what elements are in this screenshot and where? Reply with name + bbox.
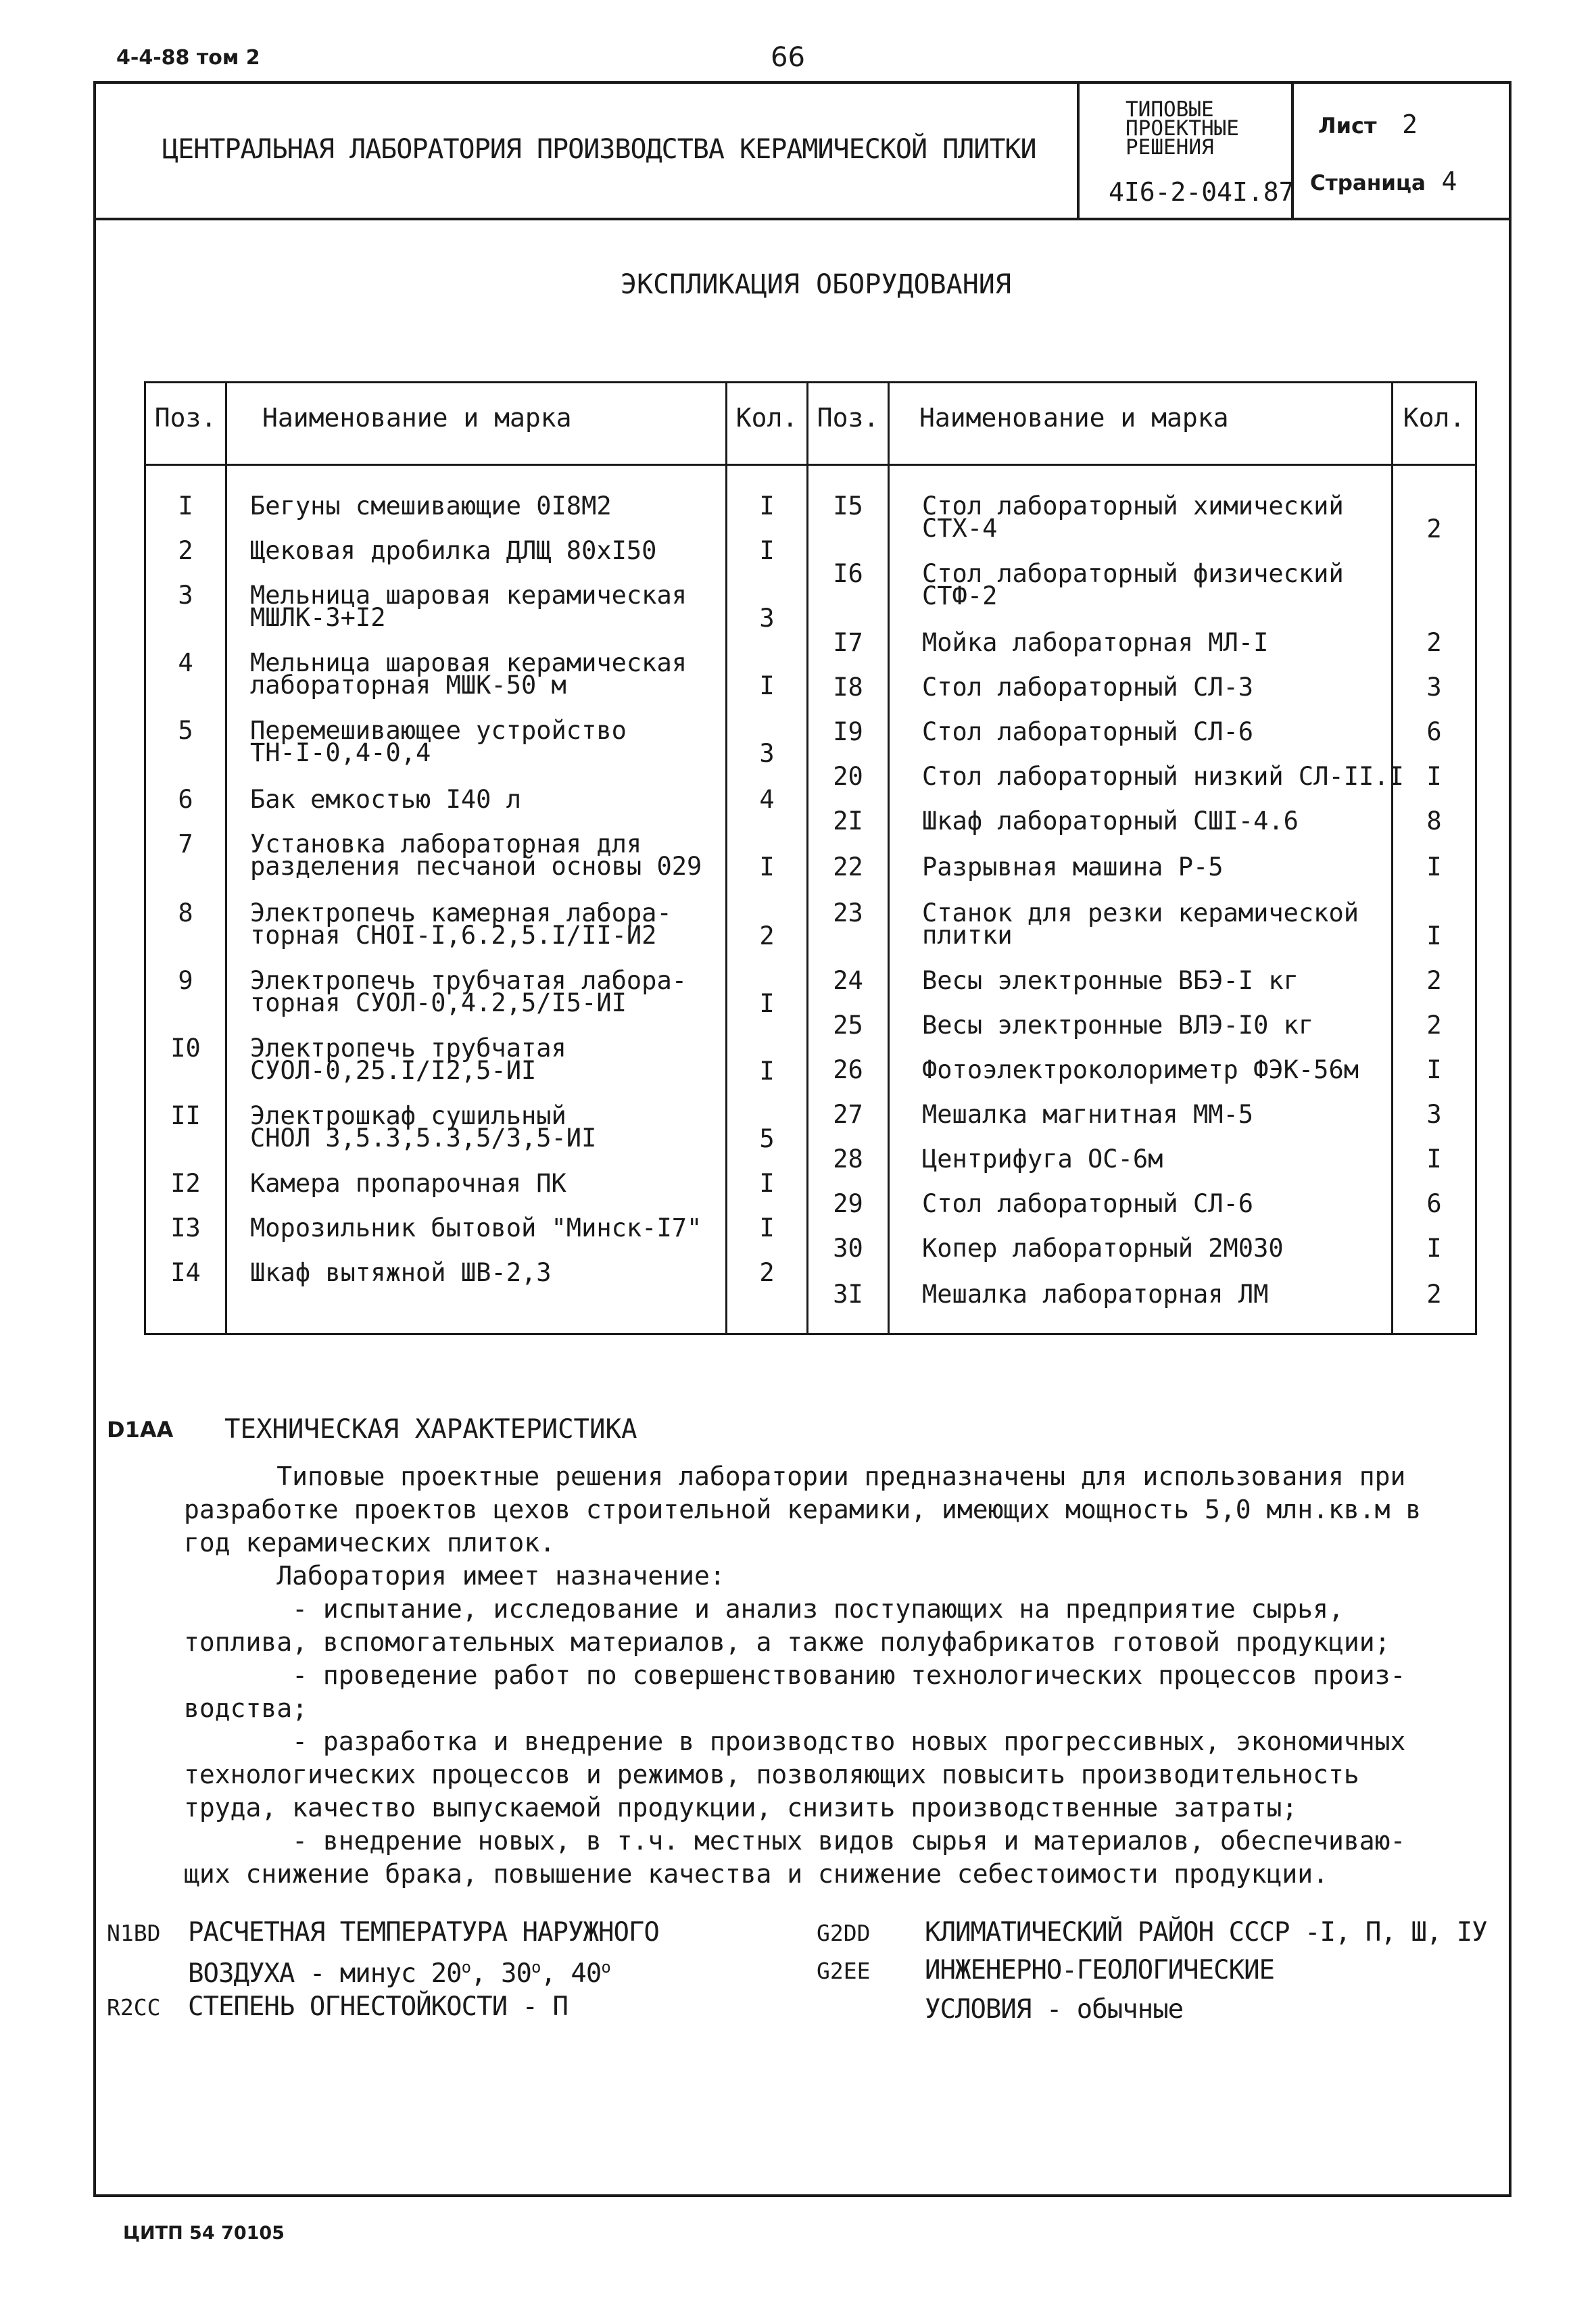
table-row-pos: 3 xyxy=(178,581,193,610)
table-row-pos: 2I xyxy=(833,806,863,836)
table-row-name: Фотоэлектроколориметр ФЭК-56м xyxy=(922,1055,1359,1084)
header-name-left: Наименование и марка xyxy=(262,403,572,433)
table-row-qty: 5 xyxy=(759,1124,775,1153)
series-label: 4-4-88 том 2 xyxy=(116,46,260,70)
table-row-qty: I xyxy=(759,491,775,521)
header-pos-right: Поз. xyxy=(817,403,879,433)
table-row-pos: 2 xyxy=(178,536,193,565)
table-row-qty: 2 xyxy=(1426,628,1442,657)
tech-line: щих снижение брака, повышение качества и снижение себестоимости продукции. xyxy=(184,1859,1328,1889)
explication-title: ЭКСПЛИКАЦИЯ ОБОРУДОВАНИЯ xyxy=(621,269,1011,300)
table-row-qty: 2 xyxy=(759,921,775,950)
table-row-pos: I3 xyxy=(170,1213,201,1243)
table-row-qty: I xyxy=(759,1169,775,1198)
table-row-pos: 5 xyxy=(178,716,193,745)
tech-line: технологических процессов и режимов, позволяющих повысить производительность xyxy=(184,1760,1359,1789)
table-row-name: Копер лабораторный 2М030 xyxy=(922,1234,1284,1263)
tech-line: - испытание, исследование и анализ поступающих на предприятие сырья, xyxy=(184,1594,1344,1624)
sheet-field: Лист 2 xyxy=(1318,110,1418,139)
table-row-qty: I xyxy=(1426,1144,1442,1174)
table-row-qty: I xyxy=(759,989,775,1018)
table-row-name: Центрифуга ОС-6м xyxy=(922,1144,1163,1174)
tech-line: год керамических плиток. xyxy=(184,1528,556,1558)
table-row-qty: 2 xyxy=(1426,1011,1442,1040)
table-row-name: Шкаф лабораторный СШI-4.6 xyxy=(922,806,1299,836)
table-row-name: Разрывная машина Р-5 xyxy=(922,852,1224,882)
typical-solutions-label: ТИПОВЫЕ ПРОЕКТНЫЕ РЕШЕНИЯ xyxy=(1126,97,1239,160)
table-row-pos: 28 xyxy=(833,1144,863,1174)
table-row-qty: 2 xyxy=(759,1258,775,1287)
r2cc-code: R2CC xyxy=(107,1994,161,2021)
header-name-right: Наименование и марка xyxy=(919,403,1229,433)
table-row-qty: I xyxy=(759,671,775,700)
tech-line: Лаборатория имеет назначение: xyxy=(184,1561,725,1591)
table-row-qty: 3 xyxy=(759,604,775,633)
table-row-name: Камера пропарочная ПК xyxy=(250,1169,566,1198)
table-row-name: Бак емкостью I40 л xyxy=(250,785,521,814)
header-pos-left: Поз. xyxy=(154,403,217,433)
table-row-qty: I xyxy=(759,1213,775,1243)
climate-region: КЛИМАТИЧЕСКИЙ РАЙОН СССР -I, П, Ш, IУ xyxy=(925,1917,1487,1948)
table-row-name: Стол лабораторный химический СТХ-4 xyxy=(922,491,1344,543)
tech-line: Типовые проектные решения лаборатории предназначены для использования при xyxy=(184,1462,1406,1491)
table-row-name: Щековая дробилка ДЛЩ 80хI50 xyxy=(250,536,657,565)
header-qty-right: Кол. xyxy=(1403,403,1466,433)
table-row-name: Стол лабораторный низкий СЛ-II.I xyxy=(922,762,1404,791)
tech-line: разработке проектов цехов строительной керамики, имеющих мощность 5,0 млн.кв.м в xyxy=(184,1495,1422,1524)
table-row-name: Стол лабораторный СЛ-6 xyxy=(922,717,1254,746)
table-row-qty: 2 xyxy=(1426,514,1442,544)
table-row-name: Мельница шаровая керамическая МШЛК-3+I2 xyxy=(250,581,687,632)
table-row-qty: I xyxy=(759,852,775,882)
geology-value: УСЛОВИЯ - обычные xyxy=(925,1994,1184,2025)
table-row-pos: 4 xyxy=(178,648,193,677)
table-row-name: Стол лабораторный СЛ-6 xyxy=(922,1189,1254,1218)
tech-line: топлива, вспомогательных материалов, а также полуфабрикатов готовой продукции; xyxy=(184,1627,1391,1657)
table-row-name: Стол лабораторный физический СТФ-2 xyxy=(922,559,1344,610)
table-row-pos: 20 xyxy=(833,762,863,791)
table-row-name: Электропечь трубчатая СУОЛ-0,25.I/I2,5-ИI xyxy=(250,1034,566,1085)
table-row-qty: I xyxy=(1426,762,1442,791)
table-row-pos: 3I xyxy=(833,1280,863,1309)
table-row-name: Весы электронные ВБЭ-I кг xyxy=(922,966,1299,995)
fire-resistance: СТЕПЕНЬ ОГНЕСТОЙКОСТИ - П xyxy=(188,1992,568,2022)
document-title: ЦЕНТРАЛЬНАЯ ЛАБОРАТОРИЯ ПРОИЗВОДСТВА КЕРАМИЧЕСКОЙ ПЛИТКИ xyxy=(162,134,1036,165)
table-row-pos: 9 xyxy=(178,966,193,995)
table-row-qty: 8 xyxy=(1426,806,1442,836)
table-row-name: Установка лабораторная для разделения песчаной основы 029 xyxy=(250,829,702,881)
table-row-qty: 3 xyxy=(759,739,775,768)
table-row-qty: I xyxy=(759,536,775,565)
table-row-pos: 26 xyxy=(833,1055,863,1084)
table-row-pos: I4 xyxy=(170,1258,201,1287)
table-row-name: Шкаф вытяжной ШВ-2,3 xyxy=(250,1258,552,1287)
table-row-qty: I xyxy=(759,1057,775,1086)
tech-line: труда, качество выпускаемой продукции, снизить производственные затраты; xyxy=(184,1793,1298,1823)
g2dd-code: G2DD xyxy=(817,1920,871,1946)
table-row-name: Бегуны смешивающие 0I8М2 xyxy=(250,491,612,521)
table-row-pos: 7 xyxy=(178,829,193,859)
table-row-qty: 2 xyxy=(1426,966,1442,995)
table-row-name: Мешалка магнитная ММ-5 xyxy=(922,1100,1254,1129)
table-row-pos: 30 xyxy=(833,1234,863,1263)
tech-line: - внедрение новых, в т.ч. местных видов сырья и материалов, обеспечиваю- xyxy=(184,1826,1406,1856)
tech-line: - проведение работ по совершенствованию технологических процессов произ- xyxy=(184,1660,1406,1690)
table-row-pos: 27 xyxy=(833,1100,863,1129)
outdoor-temp-label: РАСЧЕТНАЯ ТЕМПЕРАТУРА НАРУЖНОГО xyxy=(188,1917,659,1948)
tech-line: - разработка и внедрение в производство новых прогрессивных, экономичных xyxy=(184,1727,1406,1756)
table-row-name: Мойка лабораторная МЛ-I xyxy=(922,628,1269,657)
table-row-pos: 23 xyxy=(833,898,863,927)
table-row-pos: II xyxy=(170,1101,201,1130)
table-row-pos: I7 xyxy=(833,628,863,657)
table-row-pos: I9 xyxy=(833,717,863,746)
table-row-pos: I8 xyxy=(833,673,863,702)
table-row-qty: I xyxy=(1426,852,1442,882)
table-row-name: Электрошкаф сушильный СНОЛ 3,5.3,5.3,5/3,5-ИI xyxy=(250,1101,597,1153)
table-row-name: Электропечь камерная лабора- торная СНОI-I,6.2,5.I/II-И2 xyxy=(250,898,672,950)
table-row-name: Мешалка лабораторная ЛМ xyxy=(922,1280,1269,1309)
table-row-name: Весы электронные ВЛЭ-I0 кг xyxy=(922,1011,1314,1040)
table-row-name: Электропечь трубчатая лабора- торная СУОЛ-0,4.2,5/I5-ИI xyxy=(250,966,687,1017)
g2ee-code: G2EE xyxy=(817,1958,871,1984)
table-row-qty: 6 xyxy=(1426,1189,1442,1218)
tech-code: D1AA xyxy=(107,1417,174,1443)
table-row-pos: I6 xyxy=(833,559,863,588)
table-row-name: Станок для резки керамической плитки xyxy=(922,898,1359,950)
table-row-pos: I5 xyxy=(833,491,863,521)
outdoor-temp-value: ВОЗДУХА - минус 20$^o$, 30$^o$, 40$^o$ xyxy=(188,1958,610,1989)
table-row-pos: 8 xyxy=(178,898,193,927)
page-number: 66 xyxy=(771,42,805,73)
table-row-pos: 22 xyxy=(833,852,863,882)
table-row-pos: 6 xyxy=(178,785,193,814)
table-row-pos: I0 xyxy=(170,1034,201,1063)
footer-code: ЦИТП 54 70105 xyxy=(123,2223,285,2244)
table-row-pos: 29 xyxy=(833,1189,863,1218)
table-row-name: Морозильник бытовой "Минск-I7" xyxy=(250,1213,702,1243)
table-row-name: Перемешивающее устройство ТН-I-0,4-0,4 xyxy=(250,716,627,767)
table-row-pos: 24 xyxy=(833,966,863,995)
n1bd-code: N1BD xyxy=(107,1920,161,1946)
geology-label: ИНЖЕНЕРНО-ГЕОЛОГИЧЕСКИЕ xyxy=(925,1955,1275,1985)
table-row-name: Мельница шаровая керамическая лабораторная МШК-50 м xyxy=(250,648,687,700)
table-row-qty: 2 xyxy=(1426,1280,1442,1309)
table-row-qty: 4 xyxy=(759,785,775,814)
table-row-pos: I xyxy=(178,491,193,521)
tech-line: водства; xyxy=(184,1693,308,1723)
table-row-qty: I xyxy=(1426,1234,1442,1263)
table-row-pos: I2 xyxy=(170,1169,201,1198)
table-row-qty: 3 xyxy=(1426,1100,1442,1129)
project-code: 4I6-2-04I.87 xyxy=(1109,177,1295,207)
table-row-qty: 6 xyxy=(1426,717,1442,746)
table-row-qty: 3 xyxy=(1426,673,1442,702)
table-row-qty: I xyxy=(1426,1055,1442,1084)
table-row-name: Стол лабораторный СЛ-3 xyxy=(922,673,1254,702)
table-row-pos: 25 xyxy=(833,1011,863,1040)
tech-title: ТЕХНИЧЕСКАЯ ХАРАКТЕРИСТИКА xyxy=(224,1414,637,1445)
page-field: Страница 4 xyxy=(1310,166,1457,196)
table-row-qty: I xyxy=(1426,921,1442,950)
header-qty-left: Кол. xyxy=(735,403,798,433)
